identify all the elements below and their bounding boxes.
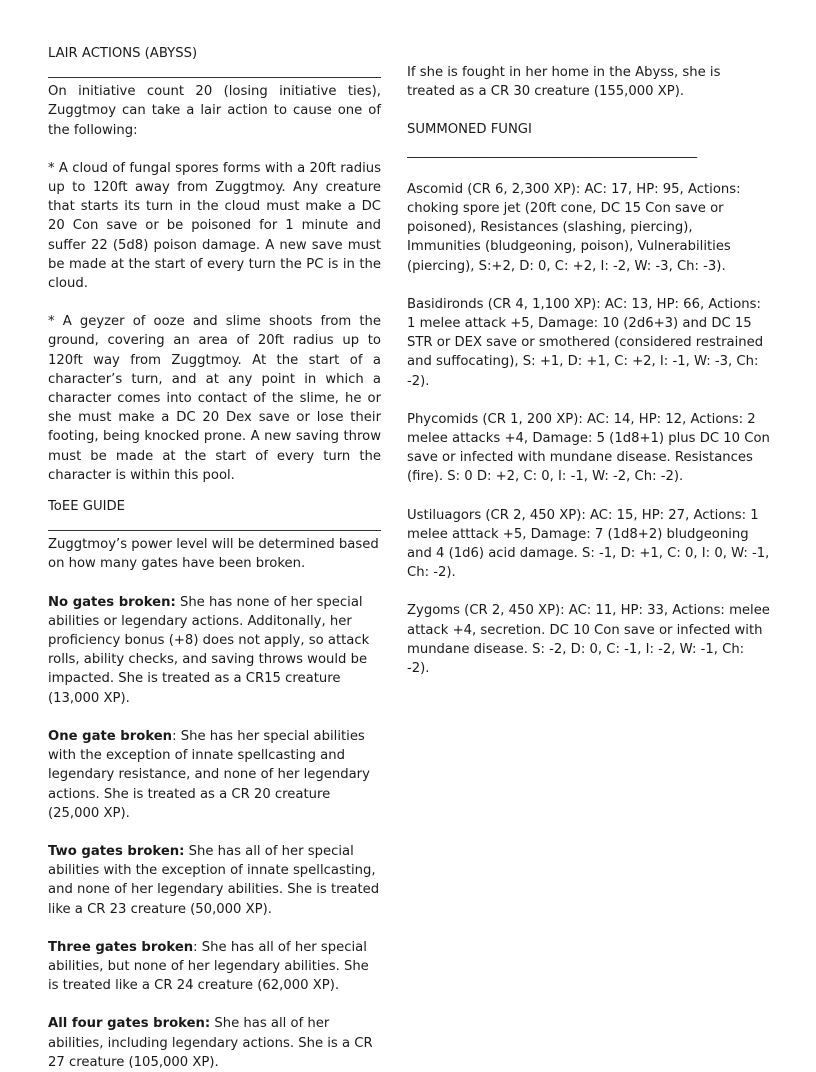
spacer <box>407 276 770 295</box>
spacer <box>407 582 770 601</box>
gate-label: One gate broken <box>48 728 173 744</box>
fungus-entry: Zygoms (CR 2, 450 XP): AC: 11, HP: 33, Actions: melee attack +4, secretion. DC 10 Con save or infected with mundane disease. S: -2, D: 0, C: -1, I: -2, W: -1, Ch: -2). <box>407 603 770 677</box>
spacer <box>48 574 381 593</box>
left-column <box>48 44 381 1072</box>
abyss-note: If she is fought in her home in the Abyss, she is treated as a CR 30 creature (155,000 XP). <box>407 65 721 100</box>
gate-text: She has all of her abilities, including legendary actions. She is a CR 27 creature (105,000 XP). <box>48 1016 373 1070</box>
lair-item: * A geyzer of ooze and slime shoots from the ground, covering an area of 20ft radius up to 120ft way from Zuggtmoy. At the start of a character’s turn, and at any point in which a character comes into contact of the slime, he or she must make a DC 20 Dex save or lose their footing, being knocked prone. A new saving throw must be made at the start of every turn the character is within this pool. <box>48 314 381 483</box>
gate-label: Three gates broken <box>48 939 194 955</box>
spacer <box>407 161 770 180</box>
gate-label: Two gates broken: <box>48 843 185 859</box>
spacer <box>407 487 770 506</box>
toee-intro: Zuggtmoy’s power level will be determined based on how many gates have been broken. <box>48 537 379 572</box>
spacer <box>407 101 770 120</box>
gate-entry <box>48 727 381 823</box>
lair-actions-heading: LAIR ACTIONS (ABYSS) <box>48 46 198 61</box>
gate-text: She has all of her special abilities with the exception of innate spellcasting, and none of her legendary abilities. She is treated like a CR 23 creature (50,000 XP). <box>48 843 380 917</box>
gate-label: No gates broken: <box>48 594 176 610</box>
summoned-fungi-heading: SUMMONED FUNGI <box>407 122 532 138</box>
fungus-entry: Basidironds (CR 4, 1,100 XP): AC: 13, HP: 66, Actions: 1 melee attack +5, Damage: 10 (2d6+3) and DC 15 STR or DEX save or smothered (considered restrained and suffocating), S: +1, D: +1, C: +2, I: -1, W: -3, Ch: -2). <box>407 296 764 389</box>
spacer <box>48 293 381 312</box>
fungus-entry: Ustiluagors (CR 2, 450 XP): AC: 15, HP: 27, Actions: 1 melee atttack +5, Damage: 7 (1d8+2) bludgeoning and 4 (1d6) acid damage. S: -1, D: +1, C: 0, I: 0, W: -1, Ch: -2). <box>407 507 770 581</box>
gate-entry <box>48 938 381 996</box>
spacer <box>48 140 381 159</box>
spacer <box>407 391 770 410</box>
spacer <box>48 995 381 1014</box>
gate-entry <box>48 593 381 708</box>
heading-rule <box>48 63 381 78</box>
fungus-entry: Ascomid (CR 6, 2,300 XP): AC: 17, HP: 95, Actions: choking spore jet (20ft cone, DC 15 Con save or poisoned), Resistances (slashing, piercing), Immunities (bludgeoning, poison), Vulnerabilities (piercing), S:+2, D: 0, C: +2, I: -2, W: -3, Ch: -3). <box>407 181 741 274</box>
spacer <box>48 708 381 727</box>
gate-text: : She has all of her special abilities, but none of her legendary abilities. She is treated like a CR 24 creature (62,000 XP). <box>48 939 369 994</box>
spacer <box>48 919 381 938</box>
gate-entry <box>48 1014 381 1072</box>
gate-text: : She has her special abilities with the exception of innate spellcasting and legendary resistance, and none of her legendary actions. She is treated as a CR 20 creature (25,000 XP). <box>48 728 370 821</box>
heading-underline: ____________________________________________ <box>407 143 698 159</box>
right-column <box>407 63 770 678</box>
spacer <box>48 485 381 497</box>
fungus-entry: Phycomids (CR 1, 200 XP): AC: 14, HP: 12, Actions: 2 melee attacks +4, Damage: 5 (1d8+1) plus DC 10 Con save or infected with mundane disease. Resistances (fire). S: 0 D: +2, C: 0, I: -1, W: -2, Ch: -2). <box>407 411 770 485</box>
gate-label: All four gates broken: <box>48 1016 211 1032</box>
spacer <box>48 823 381 842</box>
toee-guide-heading: ToEE GUIDE <box>48 499 125 515</box>
lair-intro: On initiative count 20 (losing initiative ties), Zuggtmoy can take a lair action to cause one of the following: <box>48 84 381 138</box>
heading-rule <box>48 516 381 531</box>
gate-entry <box>48 842 381 919</box>
lair-item: * A cloud of fungal spores forms with a 20ft radius up to 120ft away from Zuggtmoy. Any creature that starts its turn in the cloud must make a DC 20 Con save or be poisoned for 1 minute and suffer 22 (5d8) poison damage. A new save must be made at the start of every turn the PC is in the cloud. <box>48 160 381 292</box>
gate-text: She has none of her special abilities or legendary actions. Additonally, her proficiency bonus (+8) does not apply, so attack rolls, ability checks, and saving throws would be impacted. She is treated as a CR15 creature (13,000 XP). <box>48 594 370 706</box>
